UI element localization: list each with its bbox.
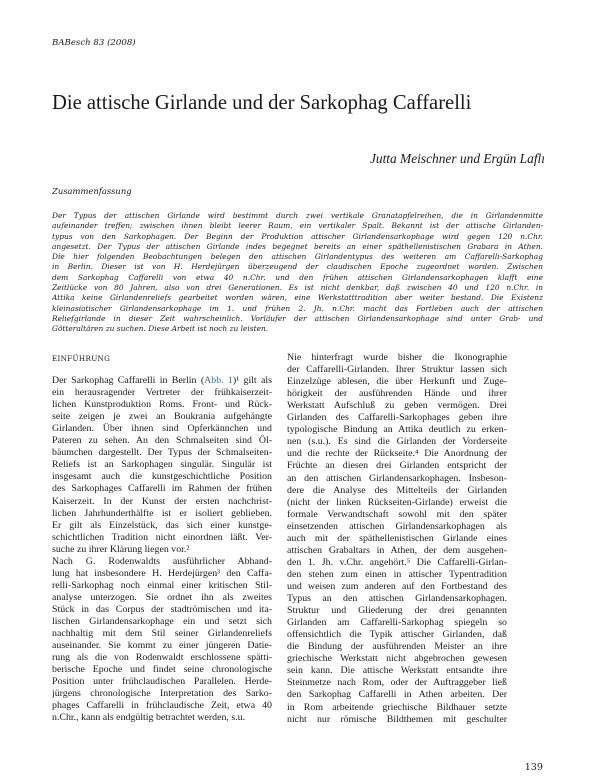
body-line: ein herausragender Vertreter der frühkaiserzeit- (52, 387, 272, 399)
abstract-line: Zeitlücke von 80 Jahren, also von drei Generationen. Es ist nicht denkbar, daß zwischen 40 und 120 n.Chr. in (52, 283, 543, 293)
body-line: lischen Girlandensarkophage ein und setzt sich (52, 616, 272, 627)
body-line: Werkstatt Aufschluß zu geben vermögen. Drei (287, 400, 507, 412)
body-line: Steinmetze nach Rom, oder der Auftraggeber ließ (287, 677, 507, 689)
body-line: suche zu ihrer Klärung liegen vor.² (52, 543, 190, 555)
body-line: griechische Werkstatt nicht abgebrochen gewesen (287, 653, 507, 665)
body-line: Er gilt als Einzelstück, das sich einer kunstge- (52, 519, 272, 531)
body-line: an den attischen Girlandensarkophagen. Insbeson- (287, 472, 507, 484)
running-header: BABesch 83 (2008) (52, 38, 136, 48)
body-line: auch mit der späthellenistischen Girlande eines (287, 532, 507, 544)
abstract-heading: Zusammenfassung (52, 186, 132, 196)
body-line: lichen Jahrhunderthälfte ist er isoliert geblieben. (52, 507, 272, 519)
body-line: offensichtlich die Typik attischer Girlanden, daß (287, 629, 507, 641)
body-line: (nicht der linken Rückseiten-Girlande) erweist die (287, 496, 507, 508)
body-line: nicht nur römische Bildthemen mit geschulter (287, 713, 507, 725)
body-line: bäumchen dargestellt. Der Typus der Schmalseiten- (52, 447, 272, 459)
body-line: lichen Kunstproduktion Roms. Front- und Rück- (52, 399, 272, 411)
body-line: relli-Sarkophag noch einmal einer kritischen Stil- (52, 579, 272, 591)
abstract-line: angesetzt. Der Typus der attischen Girlande indes begegnet bereits an einer späthellenistischen Grabara in Athen. (52, 241, 543, 251)
body-line: Position unter frühclaudischen Parallelen. Herde- (52, 676, 272, 688)
abstract-line: typus von den Sarkophagen. Der Beginn der Produktion attischer Girlandensarkophage wird gegen 120 n.Chr. (52, 231, 543, 241)
body-line: Reliefs ist an Sarkophagen singulär. Singulär ist (52, 459, 272, 471)
body-line: nachhaltig mit dem Stil seiner Girlandenreliefs (52, 628, 272, 639)
body-line: und weisen zum anderen auf den Fortbestand des (287, 581, 507, 592)
body-line: phages Caffarelli in frühclaudische Zeit, etwa 40 (52, 700, 272, 712)
abstract-line: kleinasiatischer Girlandensarkophage im 1. und frühen 2. Jh. n.Chr. macht das Fortleben auch der attischen (52, 303, 543, 313)
figure-link[interactable]: Abb. 1 (204, 375, 233, 386)
article-title: Die attische Girlande und der Sarkophag Caffarelli (52, 92, 472, 114)
body-line: formale Verwandtschaft sowohl mit den später (287, 508, 507, 520)
body-line: berische Epoche und findet seine chronologische (52, 664, 272, 676)
abstract-line: Der Typus der attischen Girlande wird bestimmt durch zwei vertikale Granatapfelreihen, die in Girlandenmitte (52, 211, 543, 220)
page-number: 139 (524, 762, 543, 773)
body-line: insgesamt auch die kunstgeschichtliche Position (52, 471, 272, 483)
abstract-text (52, 211, 543, 335)
abstract-line: dem Sarkophag Caffarelli von etwa 40 n.Chr. und den frühen attischen Girlandensarkophagen klafft eine (52, 272, 543, 282)
body-line: Kaiserzeit. In der Kunst der ersten nachchrist- (52, 495, 272, 507)
body-line: den 1. Jh. v.Chr. angehört.⁵ Die Caffarelli-Girlan- (287, 556, 507, 568)
body-line: sein kann. Die attische Werkstatt entsandte ihre (287, 665, 507, 677)
article-authors: Jutta Meischner und Ergün Laflı (369, 151, 545, 166)
body-line: der Caffarelli-Girlanden. Ihrer Struktur lassen sich (287, 364, 507, 376)
body-line: attischen Grabaltars in Athen, der dem ausgehen- (287, 544, 507, 556)
body-line: Girlanden des Caffarelli-Sarkophages geben ihre (287, 412, 507, 424)
body-line: Nie hinterfragt wurde bisher die Ikonographie (287, 352, 507, 363)
abstract-line: aufeinander treffen; zwischen ihnen bleibt leerer Raum, ein vertikaler Spalt. Bekannt ist der attische Girlanden- (52, 221, 543, 231)
body-line: Pateren zu sehen. An den Schmalseiten sind Öl- (52, 435, 272, 447)
abstract-line: Götteraltären zu suchen. Diese Arbeit ist noch zu leisten. (52, 324, 269, 334)
body-line: Der Sarkophag Caffarelli in Berlin (Abb. 1)¹ gilt als (52, 375, 272, 386)
body-line: Stück in das Corpus der stadtrömischen und ita- (52, 604, 272, 615)
body-line: dere die Analyse des Mittelteils der Girlanden (287, 484, 507, 496)
abstract-line: Attika keine Girlandenreliefs gearbeitet worden wären, eine Werkstatttradition aber weiter bestand. Die Existenz (52, 293, 543, 303)
body-line: auseinander. Sie kommt zu einer jüngeren Datie- (52, 640, 272, 652)
body-line: seite zeigen je zwei an Boukrania aufgehängte (52, 411, 272, 423)
body-line: rung als die von Rodenwaldt erschlossene spätti- (52, 652, 272, 664)
body-line: Struktur und Gliederung der drei genannten (287, 605, 507, 616)
body-line: n.Chr., kann als endgültig betrachtet werden, s.u. (52, 712, 246, 724)
body-line: den stehen zum einen in attischer Typentradition (287, 568, 507, 580)
body-line: Früchte an diesen drei Girlanden entspricht der (287, 460, 507, 472)
body-line: Girlanden am Caffarelli-Sarkophag spiegeln so (287, 617, 507, 629)
body-line: einsetzenden attischen Girlandensarkophagen als (287, 520, 507, 532)
abstract-line: Die hier folgenden Beobachtungen belegen den attischen Girlandentypus des weiteren am Caffarelli-Sarkophag (52, 252, 543, 262)
body-line: typologische Bindung an Attika deutlich zu erken- (287, 424, 507, 436)
body-line: des Sarkophages Caffarelli im Rahmen der frühen (52, 483, 272, 495)
abstract-line: in Berlin. Dieser ist von H. Herdejürgen überzeugend der claudischen Epoche zugeordnet worden. Zwischen (52, 262, 543, 272)
body-line: Einzelzüge ablesen, die über Herkunft und Zuge- (287, 376, 507, 388)
body-line: die Bindung der ausführenden Meister an ihre (287, 641, 507, 653)
body-line: lung hat insbesondere H. Herdejürgen³ den Caffa- (52, 567, 272, 579)
body-line: hörigkeit der ausführenden Hände und ihrer (287, 388, 507, 400)
body-line: Girlanden. Über ihnen sind Opferkännchen und (52, 423, 272, 435)
body-line: analyse unterzogen. Sie ordnet ihn als zweites (52, 591, 272, 603)
abstract-line: Reliefgirlande in dieser Zeit wahrscheinlich. Vorläufer der attischen Girlandensarkophage sind unter Grab- und (52, 313, 543, 323)
body-line: Typus an den attischen Girlandensarkophagen. (287, 593, 507, 604)
body-line: schichtlichen Tradition nicht einordnen läßt. Ver- (52, 531, 272, 543)
body-line: den Sarkophag Caffarelli in Athen arbeiten. Der (287, 689, 507, 701)
body-line: jürgens chronologische Interpretation des Sarko- (52, 688, 272, 700)
section-heading: EINFÜHRUNG (52, 354, 111, 363)
body-line: und die rechte der Rückseite.⁴ Die Anordnung der (287, 448, 507, 460)
body-line: in Rom arbeitende griechische Bildhauer setzte (287, 701, 507, 713)
body-line: nen (s.u.). Es sind die Girlanden der Vorderseite (287, 436, 507, 448)
body-line: Nach G. Rodenwaldts ausführlicher Abhand- (52, 555, 272, 567)
